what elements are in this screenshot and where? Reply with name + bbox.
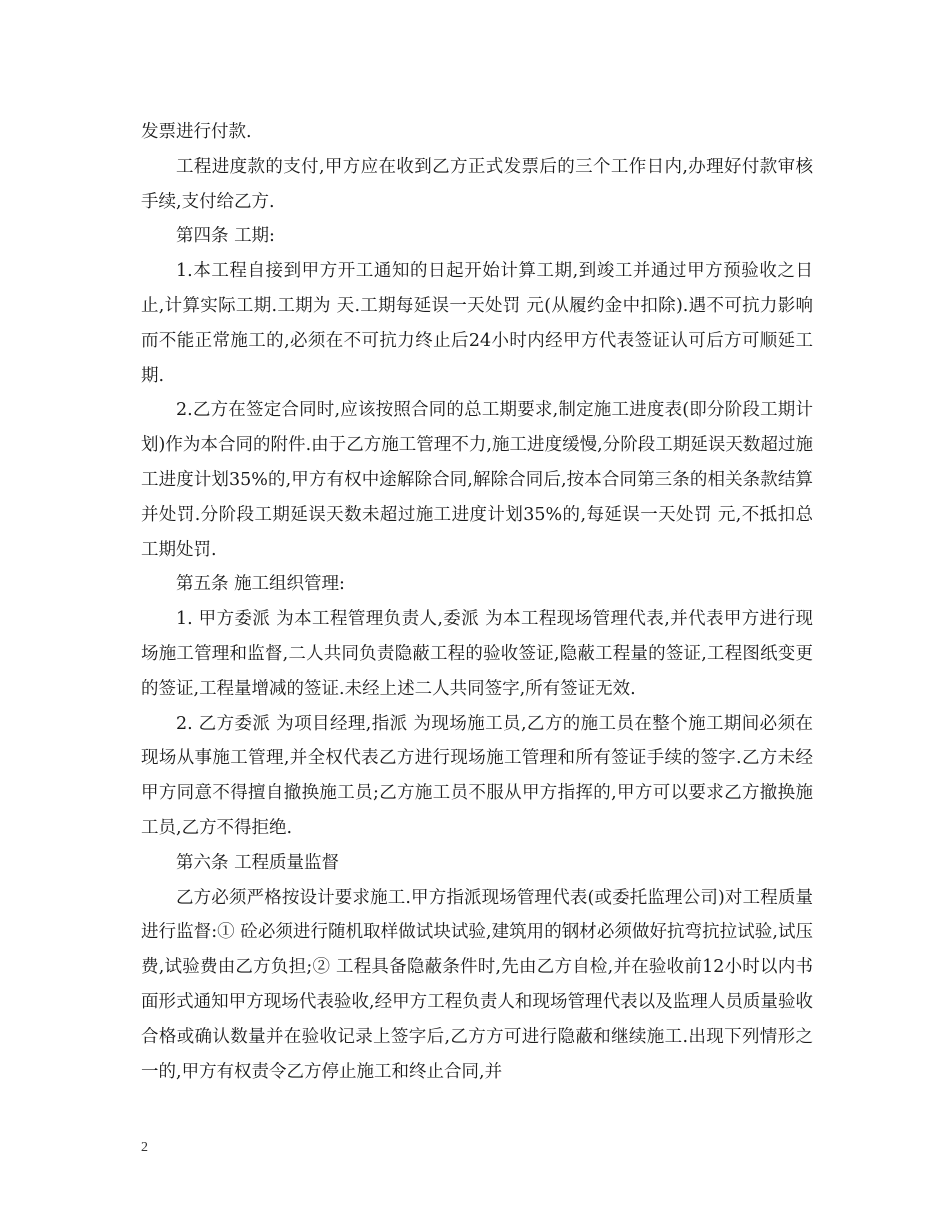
paragraph: 1.本工程自接到甲方开工通知的日起开始计算工期,到竣工并通过甲方预验收之日止,计算实际工期.工期为 天.工期每延误一天处罚 元(从履约金中扣除).遇不可抗力影响而不能正常施工的,必须在不可抗力终止后24小时内经甲方代表签证认可后方可顺延工期.	[141, 261, 813, 386]
section-heading: 第四条 工期:	[176, 226, 275, 247]
paragraph: 工程进度款的支付,甲方应在收到乙方正式发票后的三个工作日内,办理好付款审核手续,支付给乙方.	[141, 156, 813, 212]
document-body	[141, 115, 813, 1089]
section-heading: 第五条 施工组织管理:	[176, 574, 345, 595]
section-heading: 第六条 工程质量监督	[176, 852, 340, 873]
paragraph: 1. 甲方委派 为本工程管理负责人,委派 为本工程现场管理代表,并代表甲方进行现场施工管理和监督,二人共同负责隐蔽工程的验收签证,隐蔽工程量的签证,工程图纸变更的签证,工程量增减的签证.未经上述二人共同签字,所有签证无效.	[141, 609, 813, 699]
paragraph: 发票进行付款.	[141, 122, 252, 142]
paragraph: 2.乙方在签定合同时,应该按照合同的总工期要求,制定施工进度表(即分阶段工期计划)作为本合同的附件.由于乙方施工管理不力,施工进度缓慢,分阶段工期延误天数超过施工进度计划35%的,甲方有权中途解除合同,解除合同后,按本合同第三条的相关条款结算并处罚.分阶段工期延误天数未超过施工进度计划35%的,每延误一天处罚 元,不抵扣总工期处罚.	[141, 400, 813, 560]
page-number: 2	[141, 1140, 148, 1155]
paragraph: 2. 乙方委派 为项目经理,指派 为现场施工员,乙方的施工员在整个施工期间必须在现场从事施工管理,并全权代表乙方进行现场施工管理和所有签证手续的签字.乙方未经甲方同意不得擅自撤换施工员;乙方施工员不服从甲方指挥的,甲方可以要求乙方撤换施工员,乙方不得拒绝.	[141, 713, 813, 838]
paragraph: 乙方必须严格按设计要求施工.甲方指派现场管理代表(或委托监理公司)对工程质量进行监督:① 砼必须进行随机取样做试块试验,建筑用的钢材必须做好抗弯抗拉试验,试压费,试验费由乙方负担;② 工程具备隐蔽条件时,先由乙方自检,并在验收前12小时以内书面形式通知甲方现场代表验收,经甲方工程负责人和现场管理代表以及监理人员质量验收合格或确认数量并在验收记录上签字后,乙方方可进行隐蔽和继续施工.出现下列情形之一的,甲方有权责令乙方停止施工和终止合同,并	[141, 887, 813, 1082]
